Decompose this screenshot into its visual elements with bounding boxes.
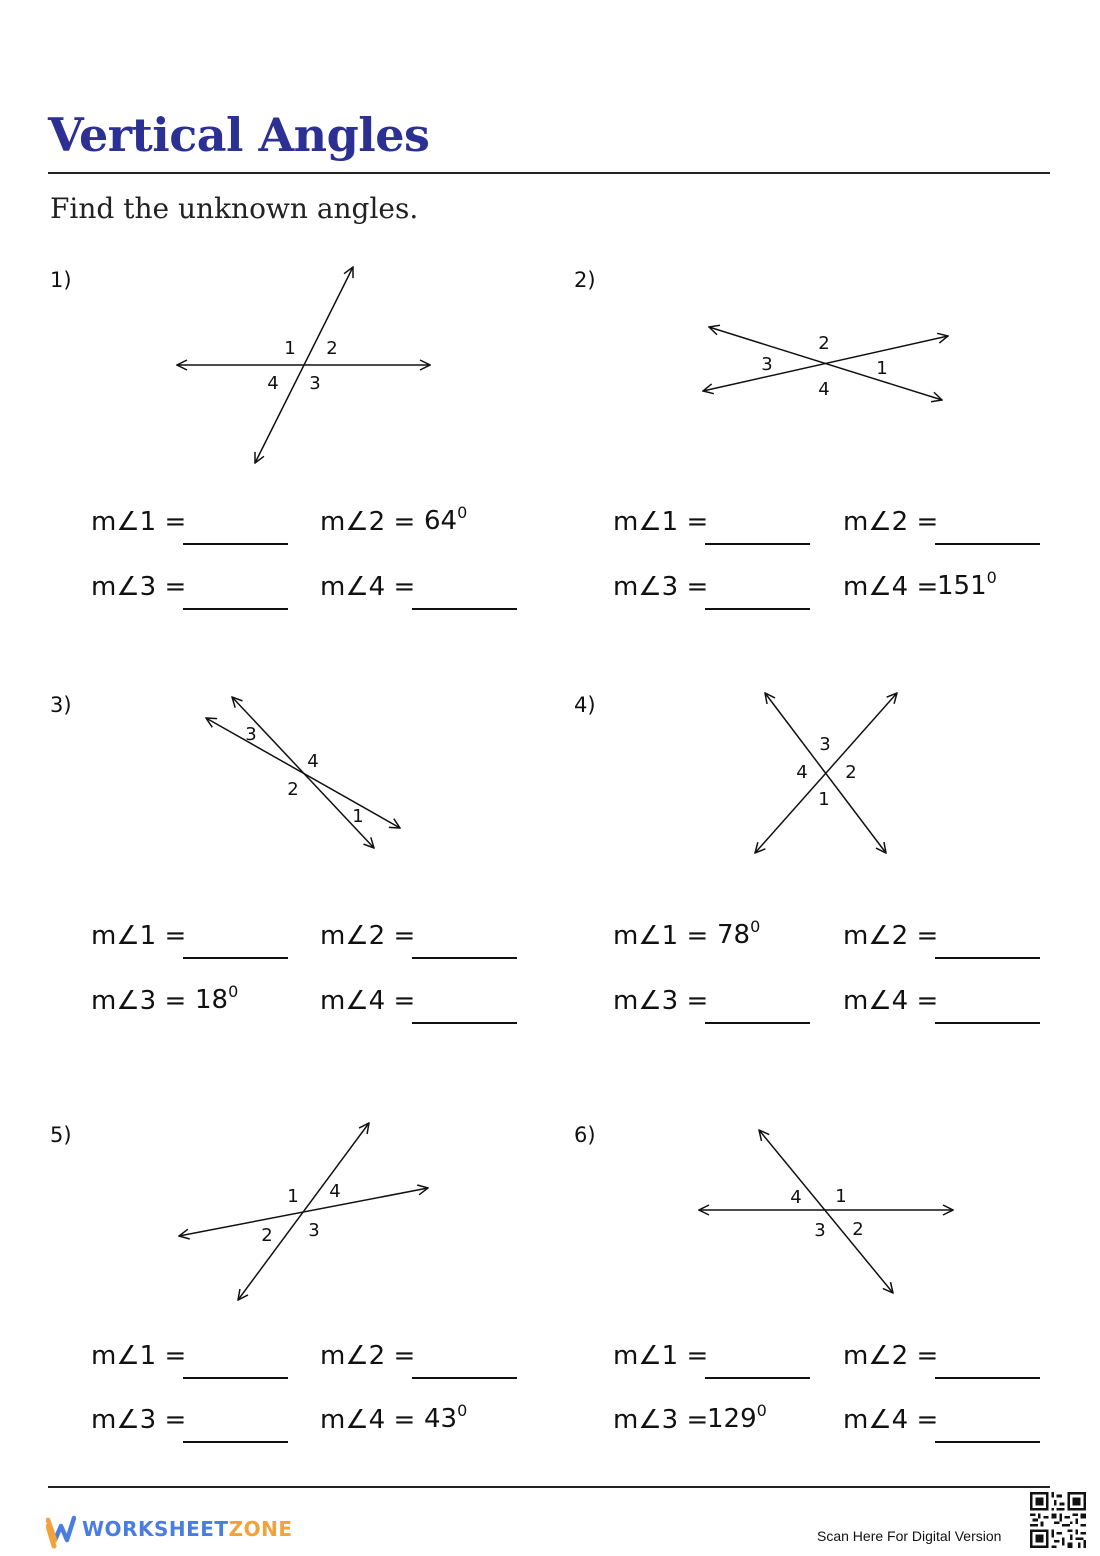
angle-label: 1 bbox=[284, 338, 296, 359]
answer-angle-2[interactable]: m∠2 = bbox=[843, 921, 938, 961]
angle-label: 2 bbox=[818, 333, 830, 354]
answer-angle-1[interactable]: m∠1 = bbox=[91, 1341, 186, 1381]
answer-blank[interactable] bbox=[935, 1377, 1040, 1379]
problem-number: 5) bbox=[50, 1123, 72, 1147]
angle-label: 2 bbox=[845, 762, 857, 783]
answer-blank[interactable] bbox=[183, 957, 288, 959]
angle-label: 4 bbox=[307, 751, 319, 772]
brand-logo[interactable] bbox=[46, 1514, 292, 1544]
angle-label: 1 bbox=[287, 1186, 299, 1207]
answer-angle-1[interactable]: m∠1 = bbox=[613, 1341, 708, 1381]
answer-angle-1[interactable]: m∠1 = bbox=[91, 507, 186, 547]
answer-blank[interactable] bbox=[935, 1441, 1040, 1443]
figure-5-line-b bbox=[238, 1123, 369, 1300]
answer-angle-3: m∠3 = $129^0$ bbox=[613, 1401, 767, 1435]
answer-angle-4[interactable]: m∠4 = bbox=[320, 572, 415, 612]
problem-number: 1) bbox=[50, 268, 72, 292]
answer-angle-2[interactable]: m∠2 = bbox=[320, 921, 415, 961]
answer-blank[interactable] bbox=[412, 1377, 517, 1379]
brand-name: WORKSHEETZONE bbox=[82, 1517, 293, 1541]
answer-blank[interactable] bbox=[183, 1441, 288, 1443]
answer-angle-2[interactable]: m∠2 = bbox=[843, 1341, 938, 1381]
answer-angle-3[interactable]: m∠3 = bbox=[91, 572, 186, 612]
angle-label: 1 bbox=[352, 806, 364, 827]
answer-angle-4[interactable]: m∠4 = bbox=[843, 986, 938, 1026]
answer-angle-3[interactable]: m∠3 = bbox=[613, 572, 708, 612]
angle-label: 3 bbox=[761, 354, 773, 375]
answer-blank[interactable] bbox=[935, 957, 1040, 959]
angle-label: 3 bbox=[308, 1220, 320, 1241]
answer-angle-4[interactable]: m∠4 = bbox=[843, 1405, 938, 1445]
answer-angle-1[interactable]: m∠1 = bbox=[91, 921, 186, 961]
answer-angle-4[interactable]: m∠4 = bbox=[320, 986, 415, 1026]
angle-label: 1 bbox=[876, 358, 888, 379]
answer-blank[interactable] bbox=[183, 608, 288, 610]
given-value: $18^0$ bbox=[195, 982, 239, 1015]
answer-blank[interactable] bbox=[412, 608, 517, 610]
problem-number: 3) bbox=[50, 693, 72, 717]
answer-blank[interactable] bbox=[705, 1022, 810, 1024]
instruction-text: Find the unknown angles. bbox=[50, 192, 419, 225]
answer-blank[interactable] bbox=[705, 1377, 810, 1379]
answer-blank[interactable] bbox=[183, 543, 288, 545]
given-value: $78^0$ bbox=[717, 917, 761, 950]
answer-blank[interactable] bbox=[935, 543, 1040, 545]
angle-label: 3 bbox=[309, 373, 321, 394]
figure-4-line-b bbox=[755, 693, 897, 853]
given-value: $43^0$ bbox=[424, 1401, 468, 1434]
angle-label: 2 bbox=[261, 1225, 273, 1246]
figure-6-line-b bbox=[759, 1130, 893, 1293]
answer-angle-1[interactable]: m∠1 = bbox=[613, 507, 708, 547]
answer-angle-3: m∠3 = $18^0$ bbox=[91, 982, 239, 1016]
answer-blank[interactable] bbox=[412, 957, 517, 959]
figure-3-line-b bbox=[206, 718, 400, 828]
worksheetzone-logo-icon bbox=[46, 1520, 62, 1550]
given-value: $129^0$ bbox=[707, 1401, 767, 1434]
angle-label: 1 bbox=[835, 1186, 847, 1207]
given-value: $64^0$ bbox=[424, 503, 468, 536]
angle-label: 2 bbox=[326, 338, 338, 359]
answer-angle-3[interactable]: m∠3 = bbox=[613, 986, 708, 1026]
problem-number: 2) bbox=[574, 268, 596, 292]
angle-label: 3 bbox=[814, 1220, 826, 1241]
angle-label: 4 bbox=[267, 373, 279, 394]
angle-label: 2 bbox=[852, 1219, 864, 1240]
answer-angle-2[interactable]: m∠2 = bbox=[843, 507, 938, 547]
answer-blank[interactable] bbox=[705, 608, 810, 610]
angle-label: 4 bbox=[818, 379, 830, 400]
answer-blank[interactable] bbox=[412, 1022, 517, 1024]
answer-angle-1: m∠1 = $78^0$ bbox=[613, 917, 761, 951]
angle-label: 4 bbox=[790, 1187, 802, 1208]
answer-blank[interactable] bbox=[183, 1377, 288, 1379]
angle-label: 4 bbox=[796, 762, 808, 783]
answer-angle-2[interactable]: m∠2 = bbox=[320, 1341, 415, 1381]
problem-number: 4) bbox=[574, 693, 596, 717]
qr-code-icon[interactable] bbox=[1030, 1492, 1086, 1548]
page-title: Vertical Angles bbox=[48, 108, 430, 162]
given-value: $151^0$ bbox=[937, 568, 997, 601]
answer-angle-4: m∠4 = $151^0$ bbox=[843, 568, 997, 602]
angle-label: 3 bbox=[245, 724, 257, 745]
scan-text: Scan Here For Digital Version bbox=[817, 1528, 1002, 1544]
answer-blank[interactable] bbox=[935, 1022, 1040, 1024]
angle-label: 3 bbox=[819, 734, 831, 755]
angle-label: 4 bbox=[329, 1181, 341, 1202]
problem-number: 6) bbox=[574, 1123, 596, 1147]
answer-angle-3[interactable]: m∠3 = bbox=[91, 1405, 186, 1445]
answer-angle-2: m∠2 = $64^0$ bbox=[320, 503, 468, 537]
answer-angle-4: m∠4 = $43^0$ bbox=[320, 1401, 468, 1435]
answer-blank[interactable] bbox=[705, 543, 810, 545]
footer-divider bbox=[48, 1486, 1050, 1488]
angle-label: 2 bbox=[287, 779, 299, 800]
angle-label: 1 bbox=[818, 789, 830, 810]
